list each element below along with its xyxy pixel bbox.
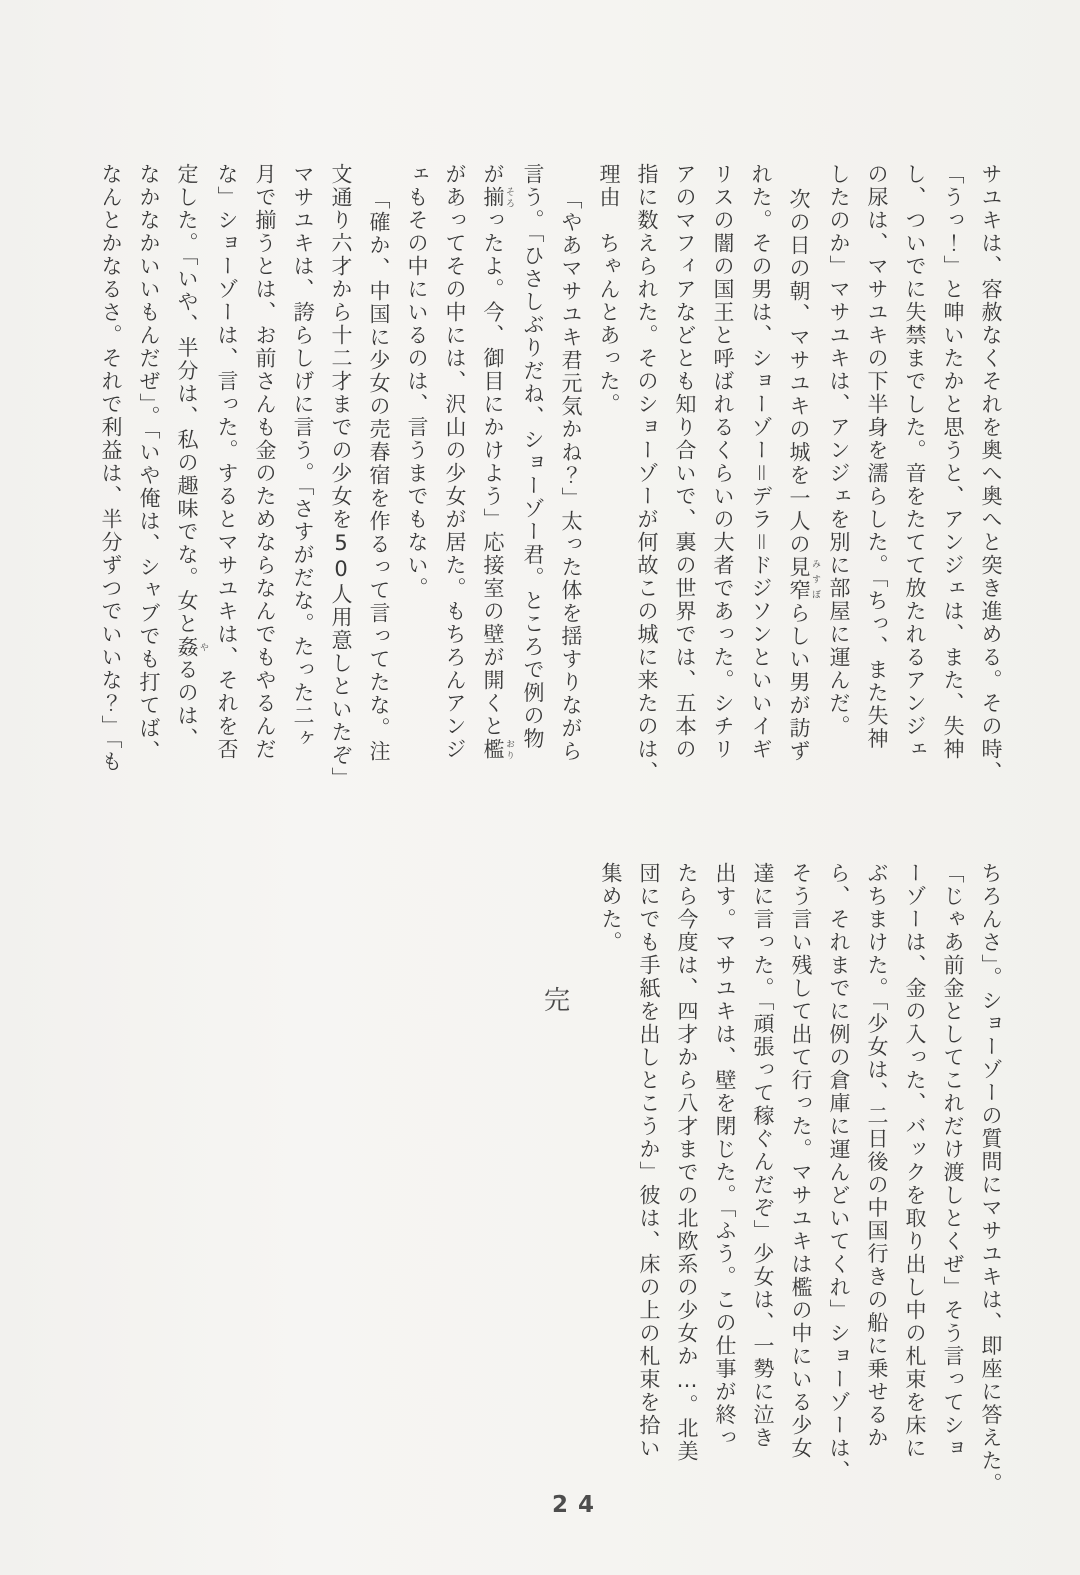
text-column: 「じゃあ前金としてこれだけ渡しとくぜ」そう言ってショ: [941, 862, 965, 1460]
text-column: 理由 ちゃんとあった。: [597, 163, 621, 416]
story-text-block-lower: [592, 862, 1010, 1517]
text-column: ら、それまでに例の倉庫に運んどいてくれ」ショーゾーは、: [827, 862, 851, 1483]
text-column: 指に数えられた。そのショーゾーが何故この城に来たのは、: [635, 163, 659, 784]
text-column: が揃 そろったよ。今、御目にかけよう」応接室の壁が開くと檻 おり: [481, 163, 514, 761]
text-column: ェもその中にいるのは、言うまでもない。: [405, 163, 429, 600]
text-column: 定した。「いや、半分は、私の趣味でな。女と姦 やるのは、: [175, 163, 208, 751]
text-column: 団にでも手紙を出しとこうか」彼は、床の上の札束を拾い: [637, 862, 661, 1460]
end-mark: 完: [544, 986, 571, 1016]
text-column: なかなかいいもんだぜ」。「いや俺は、シャブでも打てば、: [137, 163, 161, 763]
text-column: サユキは、容赦なくそれを奥へ奥へと突き進める。その時、: [979, 163, 1003, 784]
text-column: マサユキは、誇らしげに言う。「さすがだな。たった二ヶ: [291, 163, 315, 751]
page-number: 24: [552, 1492, 605, 1518]
text-column: なんとかなるさ。それで利益は、半分ずつでいいな？」「も: [99, 163, 123, 774]
text-column: 文通り六才から十二才までの少女を50人用意しといたぞ」: [329, 163, 353, 790]
text-column: 「うっ！」と呻いたかと思うと、アンジェは、また、失神: [941, 163, 965, 761]
text-column: 「確か、中国に少女の売春宿を作るって言ってたな。注: [367, 188, 391, 763]
text-column: リスの闇の国王と呼ばれるくらいの大者であった。シチリ: [711, 163, 735, 761]
text-column: 言う。「ひさしぶりだね、ショーゾー君。ところで例の物: [521, 163, 545, 751]
text-column: があってその中には、沢山の少女が居た。もちろんアンジ: [443, 163, 467, 761]
text-column: アのマフィアなどとも知り合いで、裏の世界では、五本の: [673, 163, 697, 761]
text-column: 「やあマサユキ君元気かね？」太った体を揺すりながら: [559, 188, 583, 763]
text-column: ぶちまけた。「少女は、二日後の中国行きの船に乗せるか: [865, 862, 889, 1450]
text-column: の尿は、マサユキの下半身を濡らした。「ちっ、また失神: [865, 163, 889, 751]
text-column: 次の日の朝、マサユキの城を一人の見窄 みすぼらしい男が訪ず: [787, 188, 820, 763]
text-column: 月で揃うとは、お前さんも金のためならなんでもやるんだ: [253, 163, 277, 761]
story-text-block-upper: [92, 163, 1010, 811]
text-column: し、ついでに失禁までした。音をたてて放たれるアンジェ: [903, 163, 927, 761]
text-column: 集めた。: [599, 862, 623, 954]
text-column: れた。その男は、ショーゾー＝デラ＝ドジソンといいイギ: [749, 163, 773, 761]
text-column: ーゾーは、金の入った、バックを取り出し中の札束を床に: [903, 862, 927, 1460]
text-column: したのか」マサユキは、アンジェを別に部屋に運んだ。: [827, 163, 851, 738]
text-column: 出す。マサユキは、壁を閉じた。「ふう。この仕事が終っ: [713, 862, 737, 1450]
text-column: 達に言った。「頑張って稼ぐんだぞ」少女は、一勢に泣き: [751, 862, 775, 1450]
text-column: そう言い残して出て行った。マサユキは檻の中にいる少女: [789, 862, 813, 1460]
text-column: たら今度は、四才から八才までの北欧系の少女か…。北美: [675, 862, 699, 1463]
text-column: ちろんさ」。ショーゾーの質問にマサユキは、即座に答えた。: [979, 862, 1003, 1496]
text-column: な」ショーゾーは、言った。するとマサユキは、それを否: [215, 163, 239, 761]
